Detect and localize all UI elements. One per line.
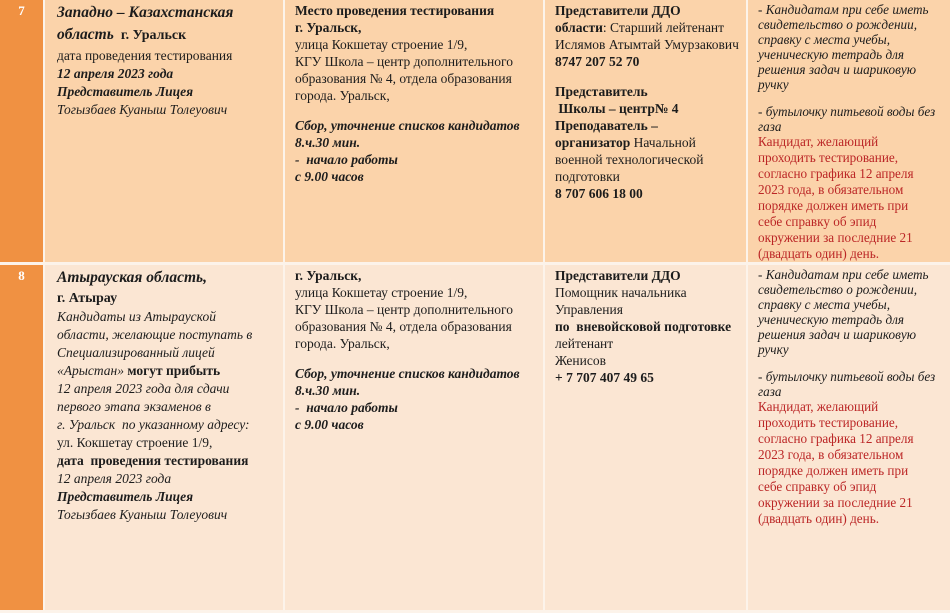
text-line <box>758 32 944 47</box>
text-segment: КГУ Школа – центр дополнительного <box>295 54 513 69</box>
text-line <box>55 452 277 470</box>
text-line <box>55 434 277 452</box>
text-segment: свидетельство о рождении, <box>758 17 918 32</box>
text-line <box>758 77 944 92</box>
text-segment: области, желающие поступать в <box>57 327 253 342</box>
text-segment: Представитель Лицея <box>57 489 194 504</box>
text-line <box>295 267 537 284</box>
text-line <box>555 100 740 117</box>
text-line <box>295 382 537 399</box>
text-line <box>295 151 537 168</box>
text-segment: Школы – центр№ 4 <box>555 101 679 116</box>
text-segment: ул. Кокшетау строение 1/9, <box>57 435 213 450</box>
text-line <box>758 431 944 447</box>
text-line <box>55 326 277 344</box>
text-segment: ручку <box>758 77 789 92</box>
text-line <box>555 369 740 386</box>
text-line <box>55 506 277 524</box>
text-segment: КГУ Школа – центр дополнительного <box>295 302 513 317</box>
text-segment: Помощник начальника <box>555 285 687 300</box>
text-line <box>758 327 944 342</box>
text-line <box>295 134 537 151</box>
text-segment: 2023 года, в обязательном <box>758 447 904 462</box>
text-segment: (двадцать один) день. <box>758 246 880 261</box>
text-segment: Тогызбаев Куаныш Толеуович <box>57 507 228 522</box>
text-segment: Преподаватель – <box>555 118 658 133</box>
text-line <box>55 2 277 24</box>
text-line <box>555 335 740 352</box>
text-line <box>758 2 944 17</box>
text-segment: - начало работы <box>295 400 398 415</box>
text-segment: города. Уральск, <box>295 336 390 351</box>
text-segment: себе справку об эпид <box>758 479 877 494</box>
text-segment: Специализированный лицей <box>57 345 215 360</box>
text-segment: дата проведения тестирования <box>57 48 233 63</box>
text-segment: Представитель Лицея <box>57 84 194 99</box>
text-segment: г. Уральск, <box>295 268 362 283</box>
text-segment: могут прибыть <box>127 363 221 378</box>
text-line <box>758 150 944 166</box>
text-line <box>555 70 740 83</box>
text-line <box>555 53 740 70</box>
text-line <box>758 134 944 150</box>
text-segment: согласно графика 12 апреля <box>758 166 914 181</box>
text-line <box>295 87 537 104</box>
text-line <box>295 19 537 36</box>
text-segment: Женисов <box>555 353 606 368</box>
text-line <box>295 36 537 53</box>
row7-notes-cell <box>748 0 950 265</box>
text-segment: 8.ч.30 мин. <box>295 135 361 150</box>
text-segment: решения задач и шариковую <box>758 62 916 77</box>
text-line <box>555 284 740 301</box>
text-segment: Кандидат, желающий <box>758 134 879 149</box>
text-segment: г. Уральск, <box>295 20 362 35</box>
text-line <box>758 297 944 312</box>
text-segment: города. Уральск, <box>295 88 390 103</box>
text-line <box>555 352 740 369</box>
text-segment: дата проведения тестирования <box>57 453 249 468</box>
text-line <box>555 117 740 134</box>
text-segment: «Арыстан» <box>57 363 128 378</box>
row8-location-cell <box>285 265 545 613</box>
text-line <box>758 282 944 297</box>
text-segment: Место проведения тестирования <box>295 3 495 18</box>
text-segment: по вневойсковой подготовке <box>555 319 732 334</box>
text-line <box>295 70 537 87</box>
text-line <box>758 104 944 119</box>
text-line <box>55 362 277 380</box>
text-segment: 12 апреля 2023 года для сдачи <box>57 381 230 396</box>
text-segment: + 7 707 407 49 65 <box>555 370 654 385</box>
text-line <box>758 92 944 104</box>
text-line <box>758 312 944 327</box>
text-segment: образования № 4, отдела образования <box>295 71 512 86</box>
text-segment: Тогызбаев Куаныш Толеуович <box>57 102 228 117</box>
text-segment: первого этапа экзаменов в <box>57 399 211 414</box>
text-segment: Сбор, уточнение списков кандидатов <box>295 366 520 381</box>
text-segment: - бутылочку питьевой воды без <box>758 104 936 119</box>
text-line <box>295 318 537 335</box>
text-segment: порядке должен иметь при <box>758 463 909 478</box>
text-segment: Кандидат, желающий <box>758 399 879 414</box>
row7-representatives-cell <box>545 0 748 265</box>
text-segment: - Кандидатам при себе иметь <box>758 267 929 282</box>
text-segment: ручку <box>758 342 789 357</box>
text-segment: ученическую тетрадь для <box>758 312 905 327</box>
text-line <box>758 198 944 214</box>
text-segment: Начальной <box>633 135 696 150</box>
text-segment: 8 707 606 18 00 <box>555 186 643 201</box>
text-line <box>55 47 277 65</box>
text-segment: окружении за последние 21 <box>758 230 913 245</box>
row7-location-cell <box>285 0 545 265</box>
text-line <box>295 2 537 19</box>
row8-notes-cell <box>748 265 950 613</box>
text-segment: согласно графика 12 апреля <box>758 431 914 446</box>
text-line <box>758 214 944 230</box>
text-line <box>758 479 944 495</box>
text-line <box>55 380 277 398</box>
text-line <box>758 415 944 431</box>
text-segment: Представитель <box>555 84 648 99</box>
text-segment: Представители ДДО <box>555 268 681 283</box>
text-line <box>55 488 277 506</box>
text-line <box>55 416 277 434</box>
text-line <box>295 352 537 365</box>
text-line <box>295 416 537 433</box>
text-line <box>758 357 944 369</box>
text-segment: г. Атырау <box>57 291 118 306</box>
text-segment: г. Уральск <box>113 28 187 43</box>
text-line <box>55 83 277 101</box>
text-segment: с 9.00 часов <box>295 169 364 184</box>
text-segment: порядке должен иметь при <box>758 198 909 213</box>
text-line <box>55 101 277 119</box>
text-line <box>758 267 944 282</box>
text-segment: окружении за последние 21 <box>758 495 913 510</box>
row7-region-cell <box>45 0 285 265</box>
text-segment: Западно – Казахстанская <box>57 4 234 21</box>
text-segment: области <box>555 20 603 35</box>
text-segment: (двадцать один) день. <box>758 511 880 526</box>
text-segment: свидетельство о рождении, <box>758 282 918 297</box>
row7-number-cell <box>0 0 45 265</box>
text-line <box>55 289 277 308</box>
text-line <box>758 166 944 182</box>
text-segment: - бутылочку питьевой воды без <box>758 369 936 384</box>
text-segment: - Кандидатам при себе иметь <box>758 2 929 17</box>
text-segment: Управления <box>555 302 623 317</box>
text-segment: ученическую тетрадь для <box>758 47 905 62</box>
row7-number: 7 <box>18 3 25 18</box>
text-line <box>555 2 740 19</box>
text-segment: газа <box>758 384 782 399</box>
text-line <box>555 83 740 100</box>
text-line <box>758 384 944 399</box>
text-line <box>555 301 740 318</box>
text-line <box>758 369 944 384</box>
text-line <box>758 62 944 77</box>
text-line <box>758 399 944 415</box>
text-segment: 12 апреля 2023 года <box>57 471 172 486</box>
text-line <box>555 168 740 185</box>
text-segment: область <box>57 26 114 43</box>
text-line <box>295 365 537 382</box>
text-line <box>758 463 944 479</box>
text-segment: подготовки <box>555 169 620 184</box>
text-line <box>55 308 277 326</box>
text-segment: Атырауская область, <box>57 269 207 286</box>
text-line <box>295 104 537 117</box>
text-line <box>295 53 537 70</box>
text-line <box>758 230 944 246</box>
text-line <box>55 24 277 47</box>
text-segment: улица Кокшетау строение 1/9, <box>295 37 468 52</box>
text-line <box>55 470 277 488</box>
text-line <box>295 284 537 301</box>
text-line <box>295 117 537 134</box>
text-line <box>55 398 277 416</box>
text-line <box>555 318 740 335</box>
text-segment: организатор <box>555 135 634 150</box>
text-segment: 2023 года, в обязательном <box>758 182 904 197</box>
text-line <box>55 344 277 362</box>
text-segment: Представители ДДО <box>555 3 681 18</box>
text-line <box>758 47 944 62</box>
text-segment: 8.ч.30 мин. <box>295 383 361 398</box>
text-segment: Сбор, уточнение списков кандидатов <box>295 118 520 133</box>
text-segment: 12 апреля 2023 года <box>57 66 174 81</box>
text-line <box>758 246 944 262</box>
text-line <box>555 267 740 284</box>
text-segment: Кандидаты из Атырауской <box>57 309 216 324</box>
text-segment: себе справку об эпид <box>758 214 877 229</box>
text-line <box>758 119 944 134</box>
row8-region-cell <box>45 265 285 613</box>
text-line <box>295 301 537 318</box>
text-segment: с 9.00 часов <box>295 417 364 432</box>
text-segment: г. Уральск по указанному адресу: <box>57 417 250 432</box>
text-line <box>555 134 740 151</box>
text-segment: газа <box>758 119 782 134</box>
text-line <box>758 342 944 357</box>
text-segment: Ислямов Атымтай Умурзакович <box>555 37 739 52</box>
text-segment: решения задач и шариковую <box>758 327 916 342</box>
text-line <box>295 335 537 352</box>
text-segment: проходить тестирование, <box>758 415 899 430</box>
text-segment: проходить тестирование, <box>758 150 899 165</box>
text-line <box>555 185 740 202</box>
text-line <box>758 17 944 32</box>
text-segment: справку с места учебы, <box>758 297 891 312</box>
text-line <box>55 65 277 83</box>
text-segment: : Старший лейтенант <box>602 20 725 35</box>
text-line <box>555 19 740 36</box>
text-segment: 8747 207 52 70 <box>555 54 640 69</box>
text-segment: - начало работы <box>295 152 398 167</box>
row8-number: 8 <box>18 268 25 283</box>
text-line <box>295 399 537 416</box>
text-segment: военной технологической <box>555 152 704 167</box>
text-segment: справку с места учебы, <box>758 32 891 47</box>
text-segment: образования № 4, отдела образования <box>295 319 512 334</box>
text-line <box>555 36 740 53</box>
row8-number-cell <box>0 265 45 613</box>
text-line <box>555 151 740 168</box>
text-line <box>758 447 944 463</box>
text-line <box>758 182 944 198</box>
text-line <box>55 267 277 289</box>
text-line <box>758 495 944 511</box>
text-line <box>295 168 537 185</box>
text-segment: улица Кокшетау строение 1/9, <box>295 285 468 300</box>
text-line <box>758 511 944 527</box>
text-segment: лейтенант <box>555 336 614 351</box>
row8-representatives-cell <box>545 265 748 613</box>
